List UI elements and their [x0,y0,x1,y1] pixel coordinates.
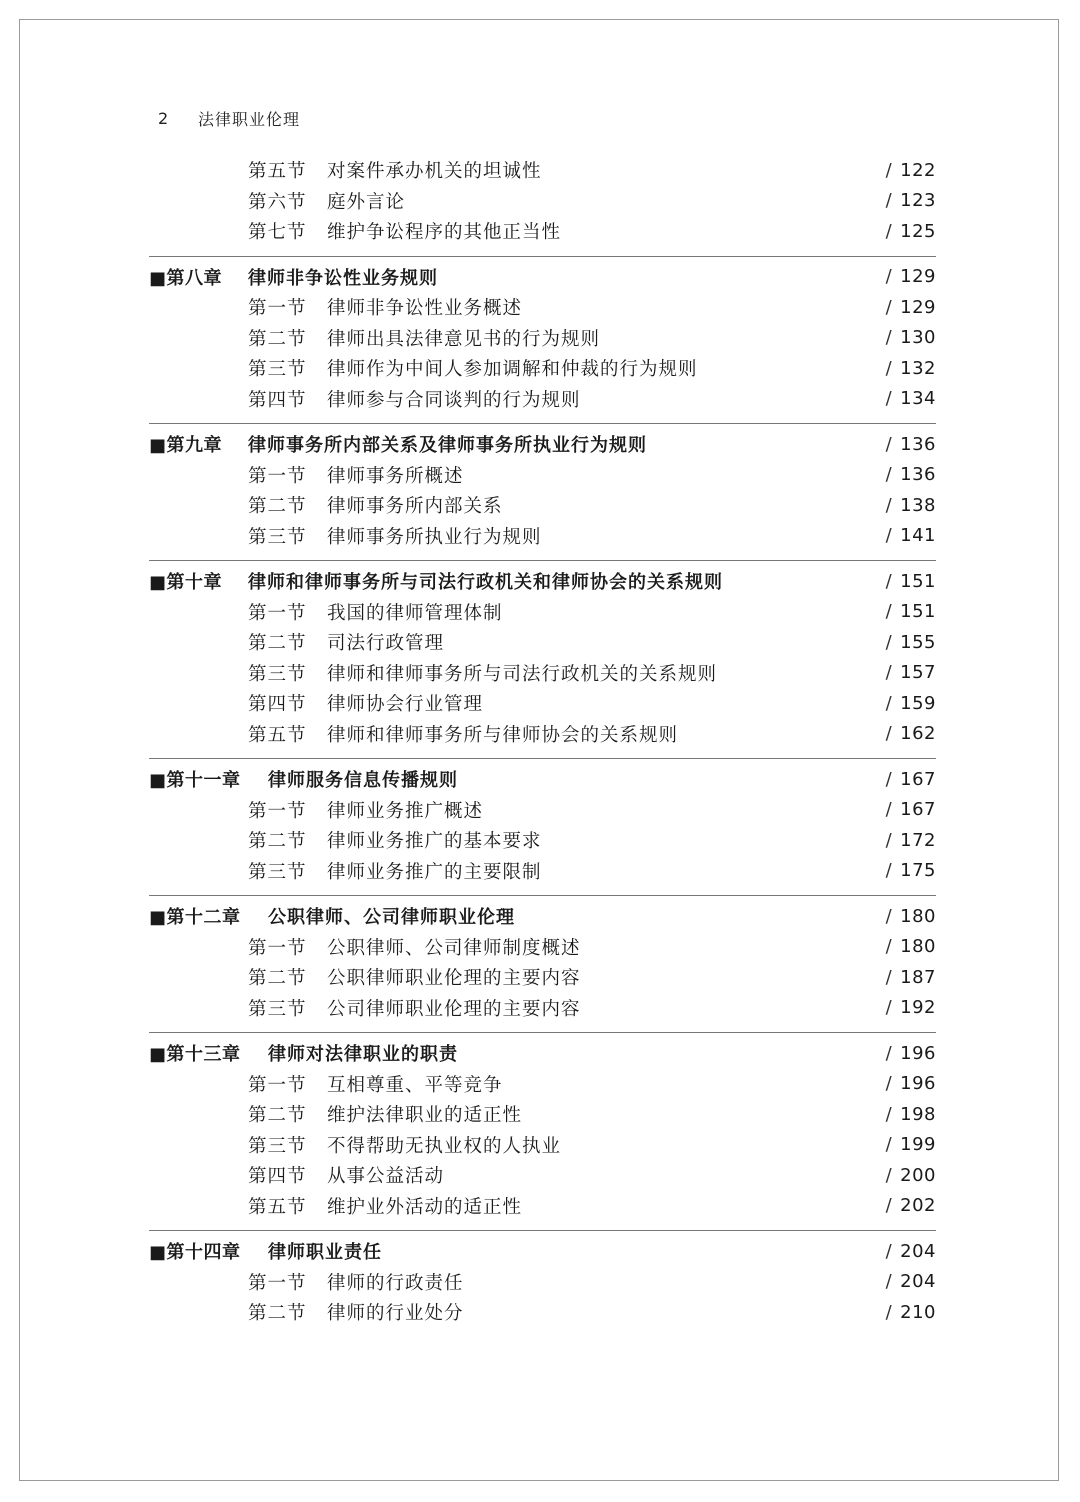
toc-section-row[interactable] [149,597,936,628]
slash-separator: / [885,799,893,821]
section-number: 第二节 [248,968,307,990]
slash-separator: / [885,266,893,288]
slash-separator: / [885,829,893,851]
chapter-divider [149,1032,936,1033]
page-reference [886,571,936,592]
page-number-ref: 175 [900,860,936,882]
section-title: 律师事务所概述 [327,465,464,487]
slash-separator: / [885,936,893,958]
toc-section-row[interactable] [149,1130,936,1161]
chapter-divider [149,423,936,424]
chapter-title: 律师和律师事务所与司法行政机关和律师协会的关系规则 [248,572,723,594]
page-reference [886,830,936,851]
section-title: 互相尊重、平等竞争 [327,1074,503,1096]
page-number-ref: 204 [900,1271,936,1293]
page-reference [886,388,936,409]
section-number: 第一节 [248,298,307,320]
slash-separator: / [885,631,893,653]
slash-separator: / [885,159,893,181]
slash-separator: / [885,905,893,927]
section-number: 第三节 [248,1135,307,1157]
page-number-ref: 123 [900,190,936,212]
section-number: 第五节 [248,1196,307,1218]
page-number-ref: 204 [900,1240,936,1262]
section-title: 维护业外活动的适正性 [327,1196,523,1218]
chapter-title: 律师服务信息传播规则 [268,770,458,792]
toc-chapter-row[interactable] [149,901,936,932]
page-reference [886,1165,936,1186]
page-reference [886,327,936,348]
section-number: 第二节 [248,1303,307,1325]
chapter-divider [149,758,936,759]
slash-separator: / [885,1195,893,1217]
toc-section-row[interactable] [149,658,936,689]
page-number-ref: 151 [900,601,936,623]
page-number-ref: 136 [900,433,936,455]
slash-separator: / [885,1042,893,1064]
section-number: 第二节 [248,1105,307,1127]
toc-section-row[interactable] [149,856,936,887]
section-title: 律师作为中间人参加调解和仲裁的行为规则 [327,359,698,381]
slash-separator: / [885,570,893,592]
page-reference [886,525,936,546]
page-reference [886,297,936,318]
slash-separator: / [885,997,893,1019]
toc-section-row[interactable] [149,1191,936,1222]
page-reference [886,967,936,988]
chapter-title: 律师事务所内部关系及律师事务所执业行为规则 [248,435,647,457]
slash-separator: / [885,494,893,516]
page-number-ref: 200 [900,1164,936,1186]
page-number-ref: 162 [900,723,936,745]
page-number-ref: 196 [900,1073,936,1095]
page-reference [886,632,936,653]
section-number: 第二节 [248,328,307,350]
chapter-title: 公职律师、公司律师职业伦理 [268,907,515,929]
page-number-ref: 129 [900,266,936,288]
toc-chapter-row[interactable] [149,566,936,597]
toc-section-row[interactable] [149,688,936,719]
page-reference [886,464,936,485]
toc-section-row[interactable] [149,825,936,856]
slash-separator: / [885,327,893,349]
slash-separator: / [885,692,893,714]
page-number-ref: 180 [900,905,936,927]
section-title: 维护法律职业的适正性 [327,1105,523,1127]
section-title: 律师和律师事务所与司法行政机关的关系规则 [327,663,718,685]
page-number-ref: 136 [900,464,936,486]
page-number-ref: 134 [900,388,936,410]
page-reference [886,723,936,744]
page-number-ref: 167 [900,799,936,821]
page-reference [886,1073,936,1094]
page-reference [886,358,936,379]
toc-chapter-row[interactable] [149,429,936,460]
toc-section-row[interactable] [149,155,936,186]
section-title: 公职律师职业伦理的主要内容 [327,968,581,990]
slash-separator: / [885,662,893,684]
toc-section-row[interactable] [149,1160,936,1191]
page-reference [886,1134,936,1155]
slash-separator: / [885,601,893,623]
toc-section-row[interactable] [149,216,936,247]
chapter-divider [149,1230,936,1231]
table-of-contents [149,155,936,1328]
slash-separator: / [885,1164,893,1186]
slash-separator: / [885,1103,893,1125]
section-title: 律师和律师事务所与律师协会的关系规则 [327,724,679,746]
toc-section-row[interactable] [149,384,936,415]
page-number-ref: 192 [900,997,936,1019]
section-number: 第三节 [248,861,307,883]
page-number-ref: 132 [900,357,936,379]
section-title: 律师业务推广的主要限制 [327,861,542,883]
page-reference [886,769,936,790]
toc-chapter-row[interactable] [149,764,936,795]
page-reference [886,1302,936,1323]
page-number-ref: 122 [900,159,936,181]
slash-separator: / [885,723,893,745]
page-number-ref: 180 [900,936,936,958]
toc-chapter-row[interactable] [149,1236,936,1267]
section-title: 律师参与合同谈判的行为规则 [327,389,581,411]
page-number-ref: 157 [900,662,936,684]
toc-chapter-row[interactable] [149,262,936,293]
toc-section-row[interactable] [149,353,936,384]
section-title: 律师业务推广的基本要求 [327,831,542,853]
chapter-number: ■第九章 [149,435,223,457]
section-title: 我国的律师管理体制 [327,602,503,624]
page-reference [886,906,936,927]
section-title: 公司律师职业伦理的主要内容 [327,998,581,1020]
chapter-number: ■第十四章 [149,1242,241,1264]
section-number: 第三节 [248,359,307,381]
section-title: 律师的行政责任 [327,1272,464,1294]
section-number: 第六节 [248,191,307,213]
section-title: 对案件承办机关的坦诚性 [327,161,542,183]
toc-section-row[interactable] [149,460,936,491]
section-number: 第三节 [248,663,307,685]
section-number: 第二节 [248,633,307,655]
page-number-ref: 138 [900,494,936,516]
slash-separator: / [885,388,893,410]
page-number-ref: 210 [900,1301,936,1323]
slash-separator: / [885,768,893,790]
toc-section-row[interactable] [149,292,936,323]
slash-separator: / [885,433,893,455]
slash-separator: / [885,220,893,242]
page-reference [886,160,936,181]
running-head [158,106,300,130]
chapter-number: ■第十一章 [149,770,241,792]
page-number-ref: 196 [900,1042,936,1064]
section-title: 公职律师、公司律师制度概述 [327,937,581,959]
slash-separator: / [885,966,893,988]
section-number: 第一节 [248,1272,307,1294]
toc-section-row[interactable] [149,795,936,826]
chapter-divider [149,560,936,561]
slash-separator: / [885,860,893,882]
slash-separator: / [885,1134,893,1156]
chapter-title: 律师非争讼性业务规则 [248,267,438,289]
page-number-ref: 155 [900,631,936,653]
chapter-number: ■第八章 [149,267,223,289]
slash-separator: / [885,296,893,318]
chapter-divider [149,895,936,896]
page-reference [886,221,936,242]
toc-section-row[interactable] [149,1297,936,1328]
section-title: 庭外言论 [327,191,406,213]
section-title: 从事公益活动 [327,1166,445,1188]
section-number: 第四节 [248,694,307,716]
slash-separator: / [885,525,893,547]
page-reference [886,1043,936,1064]
chapter-number: ■第十二章 [149,907,241,929]
page-number-ref: 167 [900,768,936,790]
page-reference [886,266,936,287]
page-reference [886,693,936,714]
page-number-ref: 202 [900,1195,936,1217]
page-number: 2 [158,108,170,128]
slash-separator: / [885,1271,893,1293]
page-reference [886,860,936,881]
toc-section-row[interactable] [149,1069,936,1100]
page-reference [886,997,936,1018]
page-number-ref: 141 [900,525,936,547]
page-number-ref: 159 [900,692,936,714]
section-title: 律师事务所内部关系 [327,496,503,518]
page-reference [886,1241,936,1262]
toc-section-row[interactable] [149,521,936,552]
page-reference [886,495,936,516]
page-number-ref: 129 [900,296,936,318]
toc-section-row[interactable] [149,1267,936,1298]
section-number: 第五节 [248,161,307,183]
page-reference [886,190,936,211]
toc-section-row[interactable] [149,993,936,1024]
chapter-title: 律师对法律职业的职责 [268,1044,458,1066]
section-title: 不得帮助无执业权的人执业 [327,1135,562,1157]
toc-section-row[interactable] [149,186,936,217]
toc-section-row[interactable] [149,719,936,750]
toc-section-row[interactable] [149,323,936,354]
section-number: 第四节 [248,389,307,411]
page-reference [886,1104,936,1125]
section-number: 第三节 [248,998,307,1020]
slash-separator: / [885,1073,893,1095]
section-title: 律师业务推广概述 [327,800,484,822]
page-reference [886,662,936,683]
slash-separator: / [885,190,893,212]
page-reference [886,936,936,957]
section-title: 律师出具法律意见书的行为规则 [327,328,601,350]
page-number-ref: 172 [900,829,936,851]
section-title: 律师协会行业管理 [327,694,484,716]
section-number: 第一节 [248,1074,307,1096]
section-title: 律师事务所执业行为规则 [327,526,542,548]
toc-section-row[interactable] [149,1099,936,1130]
section-number: 第三节 [248,526,307,548]
page-reference [886,1195,936,1216]
section-number: 第二节 [248,496,307,518]
page-reference [886,434,936,455]
section-number: 第一节 [248,937,307,959]
page-number-ref: 125 [900,220,936,242]
slash-separator: / [885,1240,893,1262]
chapter-number: ■第十章 [149,572,223,594]
toc-section-row[interactable] [149,627,936,658]
section-number: 第一节 [248,800,307,822]
section-number: 第四节 [248,1166,307,1188]
slash-separator: / [885,464,893,486]
page-number-ref: 130 [900,327,936,349]
book-title: 法律职业伦理 [198,109,301,129]
page-number-ref: 199 [900,1134,936,1156]
section-title: 维护争讼程序的其他正当性 [327,222,562,244]
slash-separator: / [885,1301,893,1323]
section-title: 律师的行业处分 [327,1303,464,1325]
section-title: 司法行政管理 [327,633,445,655]
section-number: 第七节 [248,222,307,244]
toc-section-row[interactable] [149,932,936,963]
page-reference [886,799,936,820]
page-reference [886,601,936,622]
page-number-ref: 187 [900,966,936,988]
section-title: 律师非争讼性业务概述 [327,298,523,320]
toc-section-row[interactable] [149,962,936,993]
section-number: 第二节 [248,831,307,853]
chapter-title: 律师职业责任 [268,1242,382,1264]
page-number-ref: 151 [900,570,936,592]
chapter-divider [149,256,936,257]
page-reference [886,1271,936,1292]
section-number: 第一节 [248,465,307,487]
slash-separator: / [885,357,893,379]
toc-chapter-row[interactable] [149,1038,936,1069]
page-number-ref: 198 [900,1103,936,1125]
chapter-number: ■第十三章 [149,1044,241,1066]
section-number: 第五节 [248,724,307,746]
section-number: 第一节 [248,602,307,624]
toc-section-row[interactable] [149,490,936,521]
